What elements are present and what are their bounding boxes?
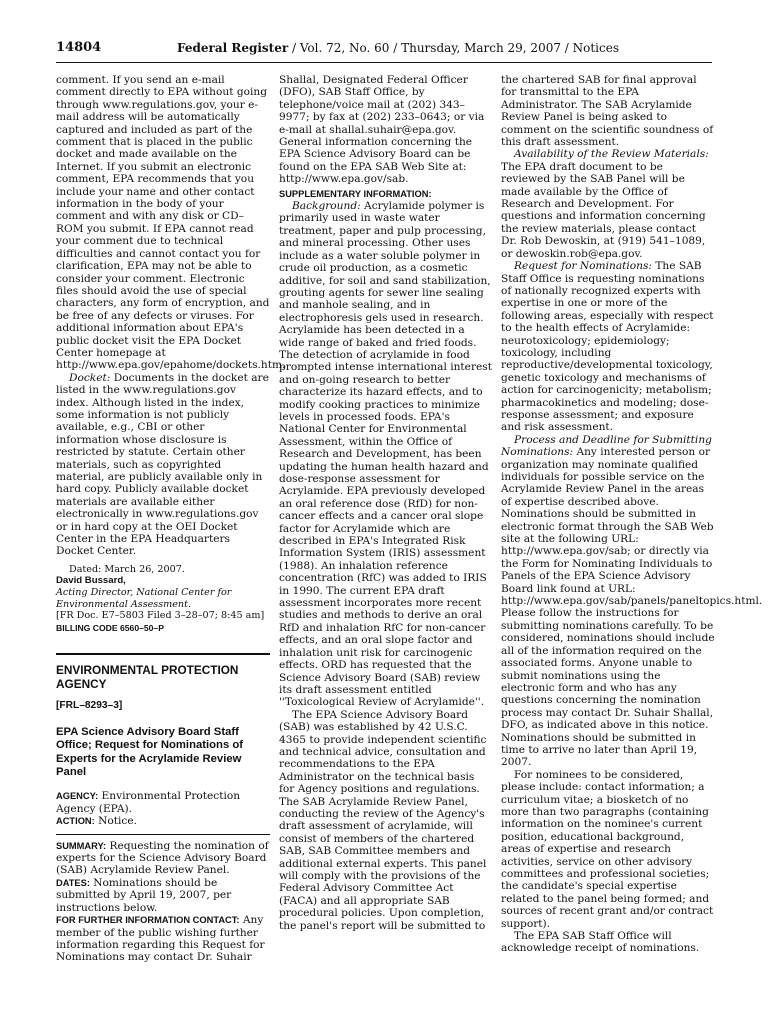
background-lead: Background:: [292, 200, 361, 213]
frl-number: [FRL–8293–3]: [56, 700, 123, 712]
summary-section: SUMMARY: Requesting the nomination of experts for the Science Advisory Board (SAB) Acrylamide Review Panel.: [56, 834, 270, 877]
billing-code: BILLING CODE 6560–50–P: [56, 622, 164, 633]
column-1: [56, 74, 286, 964]
publication-name: Federal Register: [177, 41, 289, 55]
signer-name: David Bussard,: [56, 575, 126, 587]
docket-paragraph: Docket: Documents in the docket are listed in the www.regulations.gov index. Although listed in the index, some information is not publicly available, e.g., CBI or other information whose disclosure is restricted by statute. Certain other materials, such as copyrighted material, are publicly available only in hard copy. Publicly available docket materials are available either electronically in www.regulations.gov or in hard copy at the OEI Docket Center in the EPA Headquarters Docket Center.: [56, 371, 269, 558]
sab-paragraph: The EPA Science Advisory Board (SAB) was established by 42 U.S.C. 4365 to provide independent scientific and technical advice, consultation and recommendations to the EPA Administrator on the technical basis for Agency positions and regulations. The SAB Acrylamide Review Panel, conducting the review of the Agency's draft assessment of acrylamide, will consist of members of the chartered SAB, SAB Committee members and additional external experts. This panel will comply with the provisions of the Federal Advisory Committee Act (FACA) and all appropriate SAB procedural policies. Upon completion, the panel's report will be submitted to: [279, 708, 487, 932]
signer-title: Acting Director, National Center for Environmental Assessment.: [56, 587, 232, 610]
request-lead: Request for Nominations:: [514, 260, 652, 273]
page-number: 14804: [56, 40, 102, 55]
sab-continued: the chartered SAB for final approval for transmittal to the EPA Administrator. The SAB Acrylamide Review Panel is being asked to comment on the scientific soundness of this draft assessment.: [501, 74, 714, 149]
action-line: ACTION: Notice.: [56, 815, 137, 828]
contact-section: FOR FURTHER INFORMATION CONTACT: Any member of the public wishing further information regarding this Request for Nominations may contact Dr. Suhair: [56, 914, 265, 964]
agency-line: AGENCY: Environmental Protection Agency (EPA).: [56, 790, 241, 815]
process-paragraph: Process and Deadline for Submitting Nominations: Any interested person or organization may nominate qualified individuals for possible service on the Acrylamide Review Panel in the areas of expertise described above. Nominations should be submitted in electronic format through the SAB Web site at the following URL: http://www.epa.gov/sab; or directly via the Form for Nominating Individuals to Panels of the EPA Science Advisory Board link found at URL: http://www.epa.gov/sab/panels/paneltopics.html. Please follow the instructions for submitting nominations carefully. To be considered, nominations should include all of the information required on the associated forms. Anyone unable to submit nominations using the electronic form and who has any questions concerning the nomination process may contact Dr. Suhair Shallal, DFO, as indicated above in this notice. Nominations should be submitted in time to arrive no later than April 19, 2007.: [501, 433, 763, 769]
dates-section: DATES: Nominations should be submitted by April 19, 2007, per instructions below.: [56, 876, 232, 914]
agency-heading: ENVIRONMENTAL PROTECTION AGENCY: [56, 653, 270, 691]
availability-lead: Availability of the Review Materials:: [514, 148, 709, 161]
nominee-requirements: For nominees to be considered, please include: contact information; a curriculum vitae; a biosketch of no more than two paragraphs (containing information on the nominee's current position, educational background, areas of expertise and research activities, service on other advisory committees and professional societies; the candidate's special expertise related to the panel being formed; and sources of recent grant and/or contract support).: [501, 768, 714, 930]
availability-paragraph: Availability of the Review Materials: The EPA draft document to be reviewed by the SAB Panel will be made available by the Office of Research and Development. For questions and information concerning the review materials, please contact Dr. Rob Dewoskin, at (919) 541–1089, or dewoskin.rob@epa.gov.: [501, 148, 709, 260]
dated-line: Dated: March 26, 2007.: [69, 563, 185, 575]
request-paragraph: Request for Nominations: The SAB Staff Office is requesting nominations of nationally recognized experts with expertise in one or more of the following areas, especially with respect to the health effects of Acrylamide: neurotoxicology; epidemiology; toxicology, including reproductive/developmental toxicology, genetic toxicology and mechanisms of action for carcinogenicity; metabolism; pharmacokinetics and modeling; dose-response assessment; and exposure and risk assessment.: [501, 260, 714, 434]
background-paragraph: Background: Acrylamide polymer is primarily used in waste water treatment, paper and pulp processing, and mineral processing. Other uses include as a water soluble polymer in crude oil production, as a cosmetic additive, for soil and sand stabilization, grouting agents for sewer line sealing and manhole sealing, and in electrophoresis gels used in research. Acrylamide has been detected in a wide range of baked and fried foods. The detection of acrylamide in food prompted intense international interest and on-going research to better characterize its hazard effects, and to modify cooking practices to minimize levels in processed foods. EPA's National Center for Environmental Assessment, within the Office of Research and Development, has been updating the human health hazard and dose-response assessment for Acrylamide. EPA previously developed an oral reference dose (RfD) for non-cancer effects and a cancer oral slope factor for Acrylamide which are described in EPA's Integrated Risk Information System (IRIS) assessment (1988). An inhalation reference concentration (RfC) was added to IRIS in 1990. The current EPA draft assessment incorporates more recent studies and methods to derive an oral RfD and inhalation RfC for non-cancer effects, and an oral slope factor and inhalation unit risk for carcinogenic effects. ORD has requested that the Science Advisory Board (SAB) review its draft assessment entitled ''Toxicological Review of Acrylamide''.: [279, 200, 492, 709]
contact-continued: Shallal, Designated Federal Officer (DFO), SAB Staff Office, by telephone/voice mail at (202) 343–9977; by fax at (202) 233–0643; or via e-mail at shallal.suhair@epa.gov. General information concerning the EPA Science Advisory Board can be found on the EPA SAB Web Site at: http://www.epa.gov/sab.: [279, 74, 485, 186]
page-header: [56, 40, 712, 63]
acknowledgement-paragraph: The EPA SAB Staff Office will acknowledge receipt of nominations.: [501, 930, 700, 955]
process-lead: Process and Deadline for Submitting Nominations:: [501, 433, 712, 459]
docket-lead: Docket:: [69, 371, 111, 384]
issue-info: / Vol. 72, No. 60 / Thursday, March 29, 2007 / Notices: [288, 41, 620, 55]
comment-instructions: comment. If you send an e-mail comment directly to EPA without going through www.regulations.gov, your e-mail address will be automatically captured and included as part of the comment that is placed in the public docket and made available on the Internet. If you submit an electronic comment, EPA recommends that you include your name and other contact information in the body of your comment and with any disk or CD–ROM you submit. If EPA cannot read your comment due to technical difficulties and cannot contact you for clarification, EPA may not be able to consider your comment. Electronic files should avoid the use of special characters, any form of encryption, and be free of any defects or viruses. For additional information about EPA's public docket visit the EPA Docket Center homepage at http://www.epa.gov/epahome/dockets.htm.: [56, 74, 286, 372]
column-3: [501, 74, 763, 955]
notice-title: EPA Science Advisory Board Staff Office; Request for Nominations of Experts for the Acrylamide Review Panel: [56, 725, 244, 779]
column-2: [279, 74, 493, 932]
fr-doc-line: [FR Doc. E7–5803 Filed 3–28–07; 8:45 am]: [56, 610, 265, 622]
supplementary-info-label: SUPPLEMENTARY INFORMATION:: [279, 188, 432, 199]
running-head: [177, 41, 619, 55]
